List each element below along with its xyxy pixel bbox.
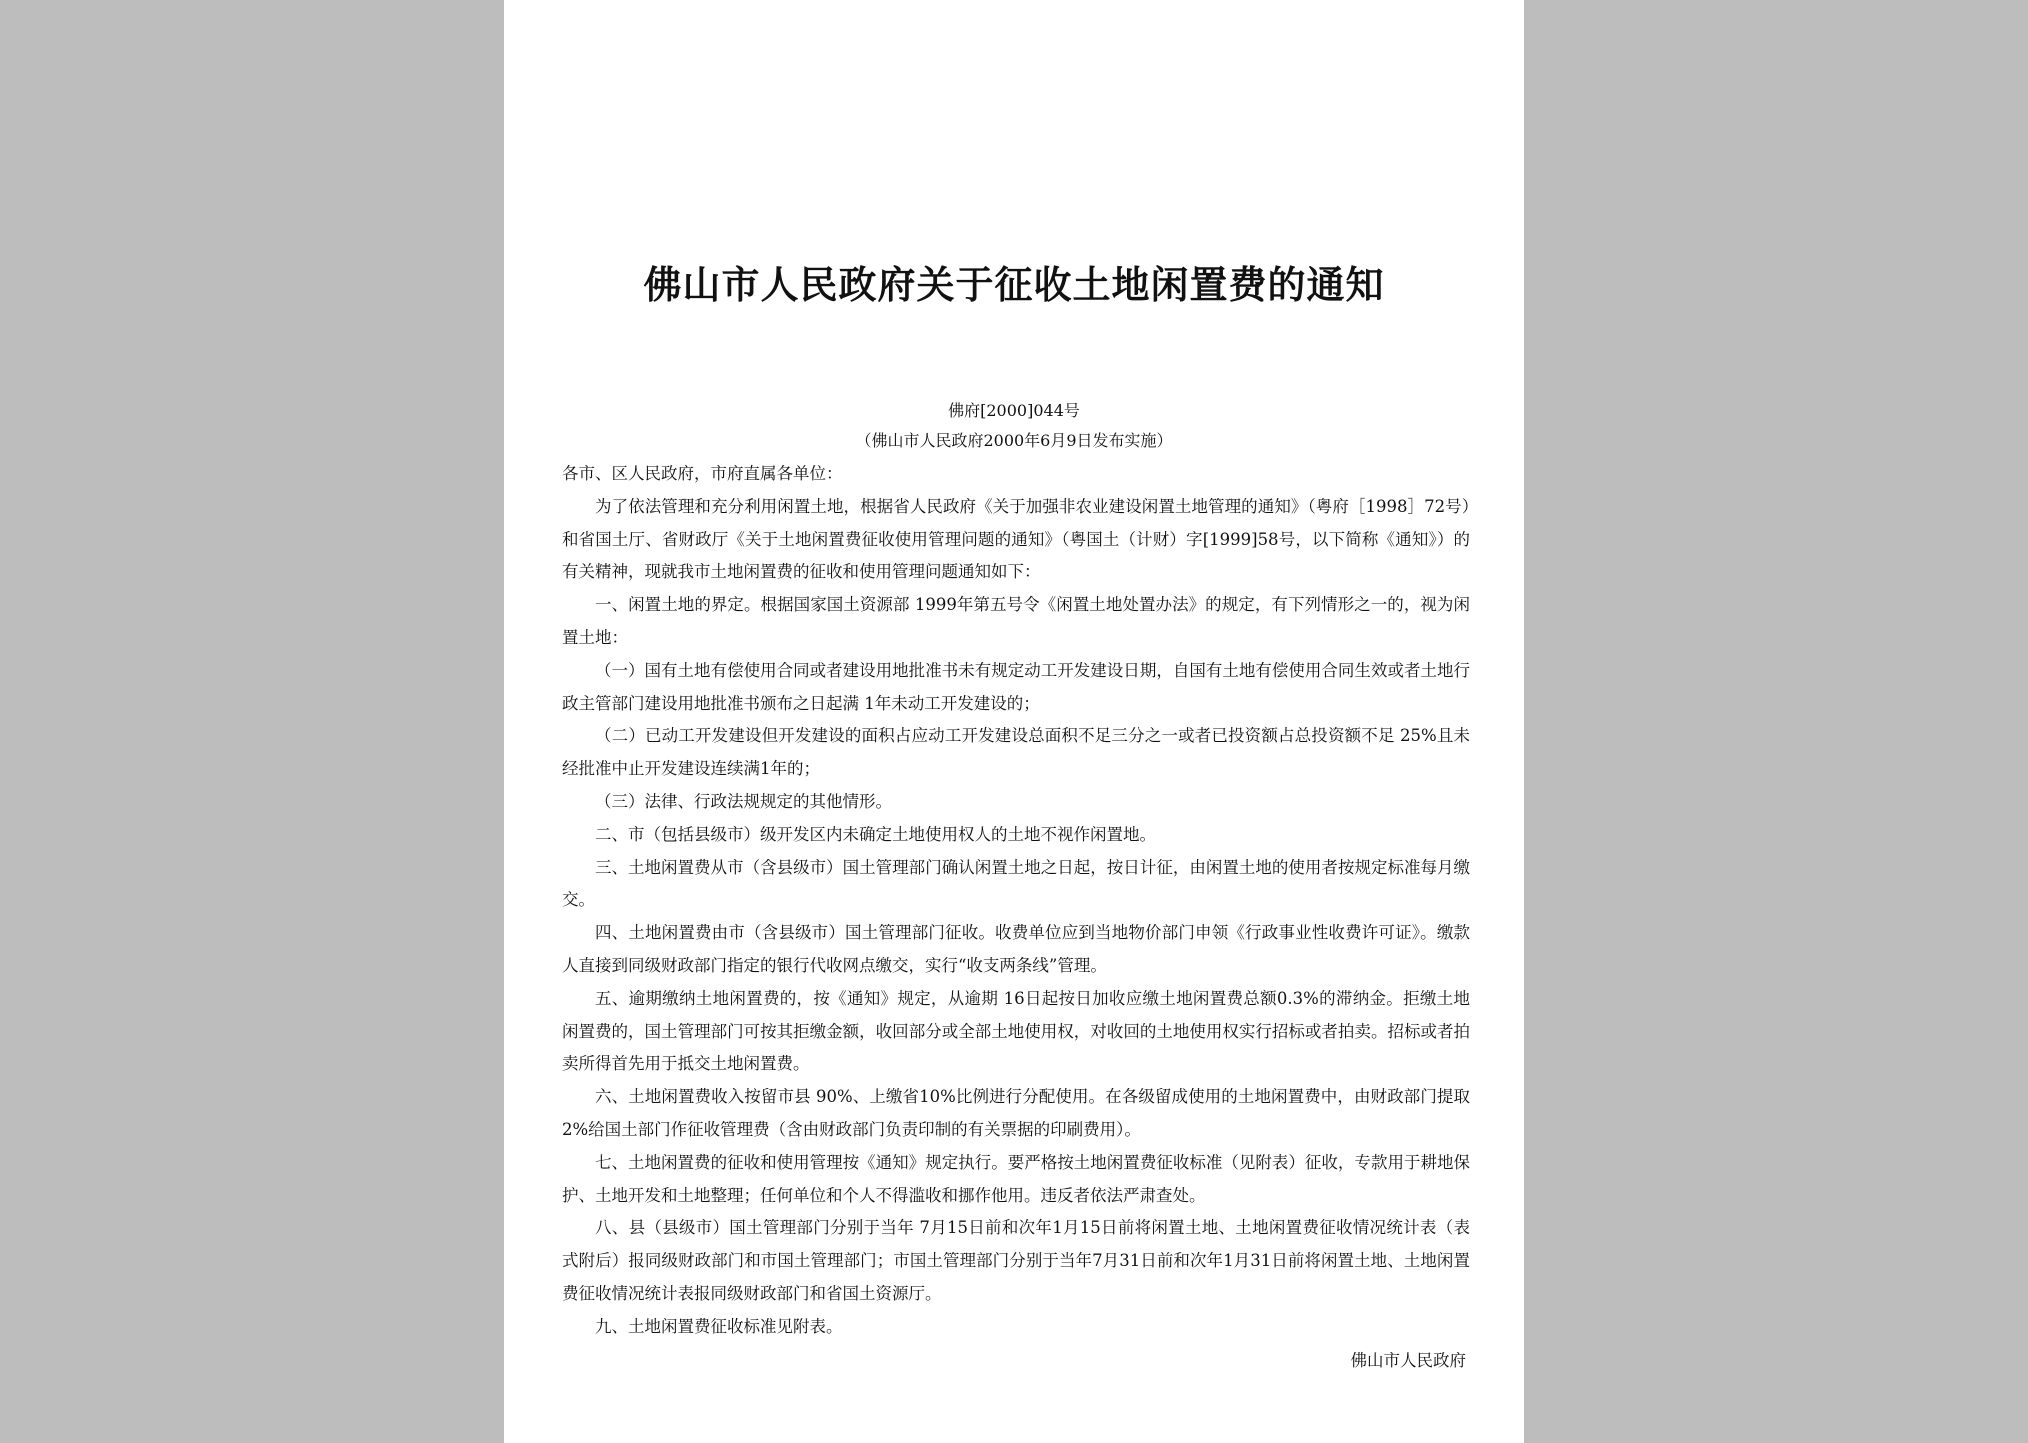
paragraph-item-2: （二）已动工开发建设但开发建设的面积占应动工开发建设总面积不足三分之一或者已投资额占总投资额不足 25%且未经批准中止开发建设连续满1年的；: [562, 726, 1470, 779]
paragraph-item-1: （一）国有土地有偿使用合同或者建设用地批准书未有规定动工开发建设日期，自国有土地有偿使用合同生效或者土地行政主管部门建设用地批准书颁布之日起满 1年未动工开发建设的；: [562, 660, 1470, 713]
document-title: 佛山市人民政府关于征收土地闲置费的通知: [643, 262, 1385, 307]
paragraph-article-2: 二、市（包括县级市）级开发区内未确定土地使用权人的土地不视作闲置地。: [595, 824, 1156, 844]
issue-note: （佛山市人民政府2000年6月9日发布实施）: [855, 431, 1173, 450]
document-page: [504, 0, 1524, 1443]
document-number: 佛府[2000]044号: [948, 401, 1080, 420]
document-body: [562, 458, 1470, 1344]
paragraph-article-5: 五、逾期缴纳土地闲置费的，按《通知》规定，从逾期 16日起按日加收应缴土地闲置费总额0.3%的滞纳金。拒缴土地闲置费的，国土管理部门可按其拒缴金额，收回部分或全部土地使用权，对收回的土地使用权实行招标或者拍卖。招标或者拍卖所得首先用于抵交土地闲置费。: [562, 988, 1470, 1074]
paragraph-article-6: 六、土地闲置费收入按留市县 90%、上缴省10%比例进行分配使用。在各级留成使用的土地闲置费中，由财政部门提取2%给国土部门作征收管理费（含由财政部门负责印制的有关票据的印刷费用）。: [562, 1087, 1470, 1139]
paragraph-article-3: 三、土地闲置费从市（含县级市）国土管理部门确认闲置土地之日起，按日计征，由闲置土地的使用者按规定标准每月缴交。: [562, 857, 1470, 910]
signature: 佛山市人民政府: [1350, 1351, 1466, 1370]
paragraph-article-8: 八、县（县级市）国土管理部门分别于当年 7月15日前和次年1月15日前将闲置土地、土地闲置费征收情况统计表（表式附后）报同级财政部门和市国土管理部门；市国土管理部门分别于当年7月31日前和次年1月31日前将闲置土地、土地闲置费征收情况统计表报同级财政部门和省国土资源厅。: [562, 1218, 1470, 1303]
paragraph-article-9: 九、土地闲置费征收标准见附表。: [595, 1316, 843, 1336]
salutation: 各市、区人民政府，市府直属各单位：: [562, 464, 843, 483]
paragraph-item-3: （三）法律、行政法规规定的其他情形。: [595, 791, 892, 811]
paragraph-article-4: 四、土地闲置费由市（含县级市）国土管理部门征收。收费单位应到当地物价部门申领《行政事业性收费许可证》。缴款人直接到同级财政部门指定的银行代收网点缴交，实行“收支两条线”管理。: [562, 923, 1470, 975]
paragraph-article-1: 一、闲置土地的界定。根据国家国土资源部 1999年第五号令《闲置土地处置办法》的规定，有下列情形之一的，视为闲置土地：: [562, 595, 1470, 647]
paragraph-preamble: 为了依法管理和充分利用闲置土地，根据省人民政府《关于加强非农业建设闲置土地管理的通知》（粤府［1998］72号）和省国土厅、省财政厅《关于土地闲置费征收使用管理问题的通知》（粤国土（计财）字[1999]58号，以下简称《通知》）的有关精神，现就我市土地闲置费的征收和使用管理问题通知如下：: [562, 496, 1470, 582]
paragraph-article-7: 七、土地闲置费的征收和使用管理按《通知》规定执行。要严格按土地闲置费征收标准（见附表）征收，专款用于耕地保护、土地开发和土地整理；任何单位和个人不得滥收和挪作他用。违反者依法严肃查处。: [562, 1152, 1470, 1205]
